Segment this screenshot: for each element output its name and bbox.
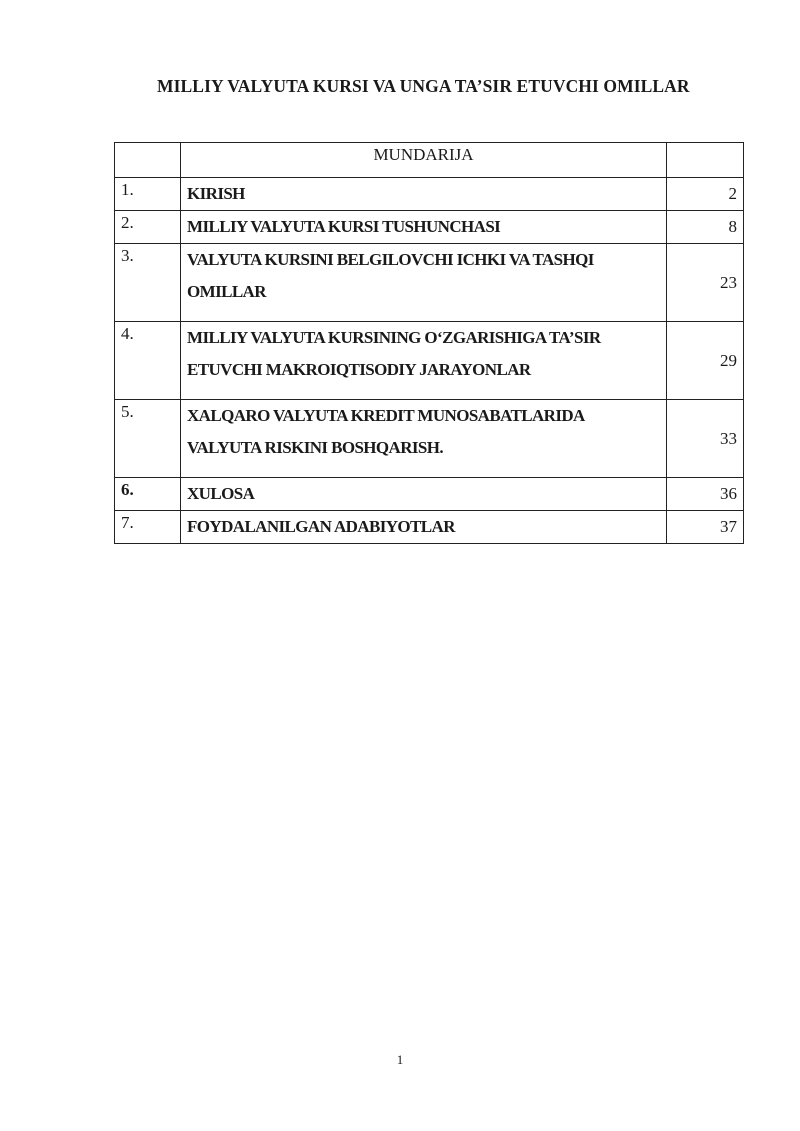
toc-header-row xyxy=(115,143,744,178)
toc-row xyxy=(115,400,744,478)
toc-heading: MUNDARIJA xyxy=(181,143,667,178)
toc-entry-number: 6. xyxy=(115,478,181,511)
toc-entry-page: 23 xyxy=(667,244,744,322)
toc-entry-page: 29 xyxy=(667,322,744,400)
toc-entry-number: 7. xyxy=(115,511,181,544)
toc-entry-title: MILLIY VALYUTA KURSI TUSHUNCHASI xyxy=(181,211,667,244)
toc-row xyxy=(115,178,744,211)
toc-entry-page: 8 xyxy=(667,211,744,244)
page-number: 1 xyxy=(396,1052,404,1067)
table-of-contents xyxy=(114,142,744,544)
toc-row xyxy=(115,244,744,322)
toc-entry-title: XULOSA xyxy=(181,478,667,511)
toc-entry-number: 2. xyxy=(115,211,181,244)
toc-row xyxy=(115,478,744,511)
toc-entry-page: 36 xyxy=(667,478,744,511)
toc-row xyxy=(115,511,744,544)
toc-entry-number: 5. xyxy=(115,400,181,478)
toc-entry-page: 37 xyxy=(667,511,744,544)
toc-entry-title: KIRISH xyxy=(181,178,667,211)
toc-entry-number: 3. xyxy=(115,244,181,322)
toc-entry-title: MILLIY VALYUTA KURSINING O‘ZGARISHIGA TA’SIR ETUVCHI MAKROIQTISODIY JARAYONLAR xyxy=(181,322,667,400)
toc-entry-page: 2 xyxy=(667,178,744,211)
toc-entry-page: 33 xyxy=(667,400,744,478)
toc-row xyxy=(115,211,744,244)
document-title: MILLIY VALYUTA KURSI VA UNGA TA’SIR ETUVCHI OMILLAR xyxy=(157,76,690,96)
toc-entry-title: XALQARO VALYUTA KREDIT MUNOSABATLARIDA VALYUTA RISKINI BOSHQARISH. xyxy=(181,400,667,478)
toc-entry-number: 4. xyxy=(115,322,181,400)
toc-entry-number: 1. xyxy=(115,178,181,211)
toc-entry-title: VALYUTA KURSINI BELGILOVCHI ICHKI VA TASHQI OMILLAR xyxy=(181,244,667,322)
toc-entry-title: FOYDALANILGAN ADABIYOTLAR xyxy=(181,511,667,544)
toc-row xyxy=(115,322,744,400)
toc-header-empty-cell xyxy=(667,143,744,178)
toc-header-empty-cell xyxy=(115,143,181,178)
